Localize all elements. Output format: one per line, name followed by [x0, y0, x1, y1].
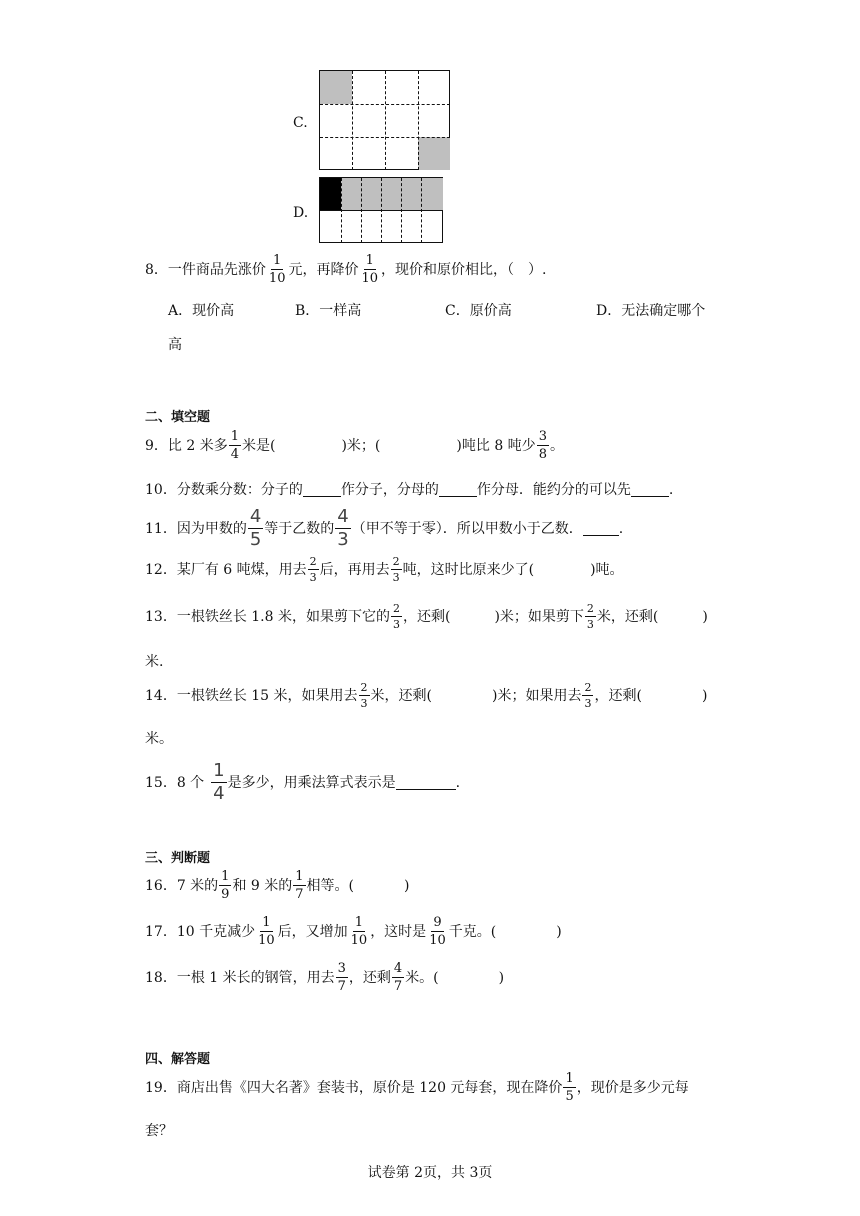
choice-d: D．无法确定哪个	[596, 303, 706, 319]
question-11: 11．因为甲数的 $\frac{4}{5}$ 等于乙数的 $\frac{4}{3}$ （甲不等于零）．所以甲数小于乙数． .	[145, 506, 624, 550]
option-d-label: D.	[293, 205, 309, 221]
choice-c: C．原价高	[445, 303, 512, 319]
option-d-grid	[319, 177, 443, 243]
section-title: 三、判断题	[145, 851, 211, 866]
answer-blank[interactable]	[631, 482, 669, 497]
choice-a: A．现价高	[168, 303, 235, 319]
answer-blank[interactable]	[303, 482, 341, 497]
question-14: 14．一根铁丝长 15 米，如果用去 $\frac{2}{3}$ 米，还剩( )米；如果用去 $\frac{2}{3}$ ，还剩( )	[145, 681, 708, 710]
black-cell	[320, 178, 341, 210]
question-13: 13．一根铁丝长 1.8 米，如果剪下它的 $\frac{2}{3}$ ，还剩( )米；如果剪下 $\frac{2}{3}$ 米，还剩( )	[145, 602, 708, 631]
question-14-wrap: 米。	[145, 731, 173, 747]
question-13-wrap: 米.	[145, 654, 164, 670]
shaded-cell	[418, 137, 450, 170]
choice-d-wrap: 高	[168, 337, 182, 353]
choice-b: B．一样高	[295, 303, 362, 319]
option-c-grid	[319, 70, 450, 170]
question-17: 17．10 千克减少 $\frac{1}{10}$ 后，又增加 $\frac{1}{10}$ ，这时是 $\frac{9}{10}$ 千克。( )	[145, 915, 562, 948]
question-18: 18．一根 1 米长的钢管，用去 $\frac{3}{7}$ ，还剩 $\frac{4}{7}$ 米。( )	[145, 961, 505, 994]
question-19-wrap: 套？	[145, 1123, 173, 1139]
section-title: 二、填空题	[145, 410, 211, 425]
fraction: $\frac{1}{10}$	[268, 253, 286, 286]
question-12: 12．某厂有 6 吨煤，用去 $\frac{2}{3}$ 后，再用去 $\frac{2}{3}$ 吨，这时比原来少了( )吨。	[145, 555, 624, 584]
question-10: 10．分数乘分数：分子的 作分子，分母的 作分母．能约分的可以先 .	[145, 481, 674, 498]
question-15: 15．8 个 $\frac{1}{4}$ 是多少，用乘法算式表示是 .	[145, 760, 461, 804]
answer-blank[interactable]	[439, 482, 477, 497]
shaded-cell	[320, 71, 352, 104]
shaded-row	[341, 178, 443, 210]
question-19: 19．商店出售《四大名著》套装书，原价是 120 元每套，现在降价 $\frac{1}{5}$ ，现价是多少元每	[145, 1071, 689, 1104]
fraction: $\frac{1}{10}$	[361, 253, 379, 286]
page-footer: 试卷第 2页，共 3页	[367, 1165, 493, 1181]
question-16: 16．7 米的 $\frac{1}{9}$ 和 9 米的 $\frac{1}{7}$ 相等。( )	[145, 869, 410, 902]
option-c-label: C.	[293, 115, 308, 131]
question-8: 8．一件商品先涨价 $\frac{1}{10}$ 元，再降价 $\frac{1}{10}$ ，现价和原价相比，（ ）.	[145, 253, 547, 286]
section-title: 四、解答题	[145, 1052, 211, 1067]
answer-blank[interactable]	[583, 521, 619, 536]
question-9: 9．比 2 米多 $\frac{1}{4}$ 米是( )米；( )吨比 8 吨少 $\frac{3}{8}$ 。	[145, 429, 564, 462]
answer-blank[interactable]	[396, 775, 456, 790]
